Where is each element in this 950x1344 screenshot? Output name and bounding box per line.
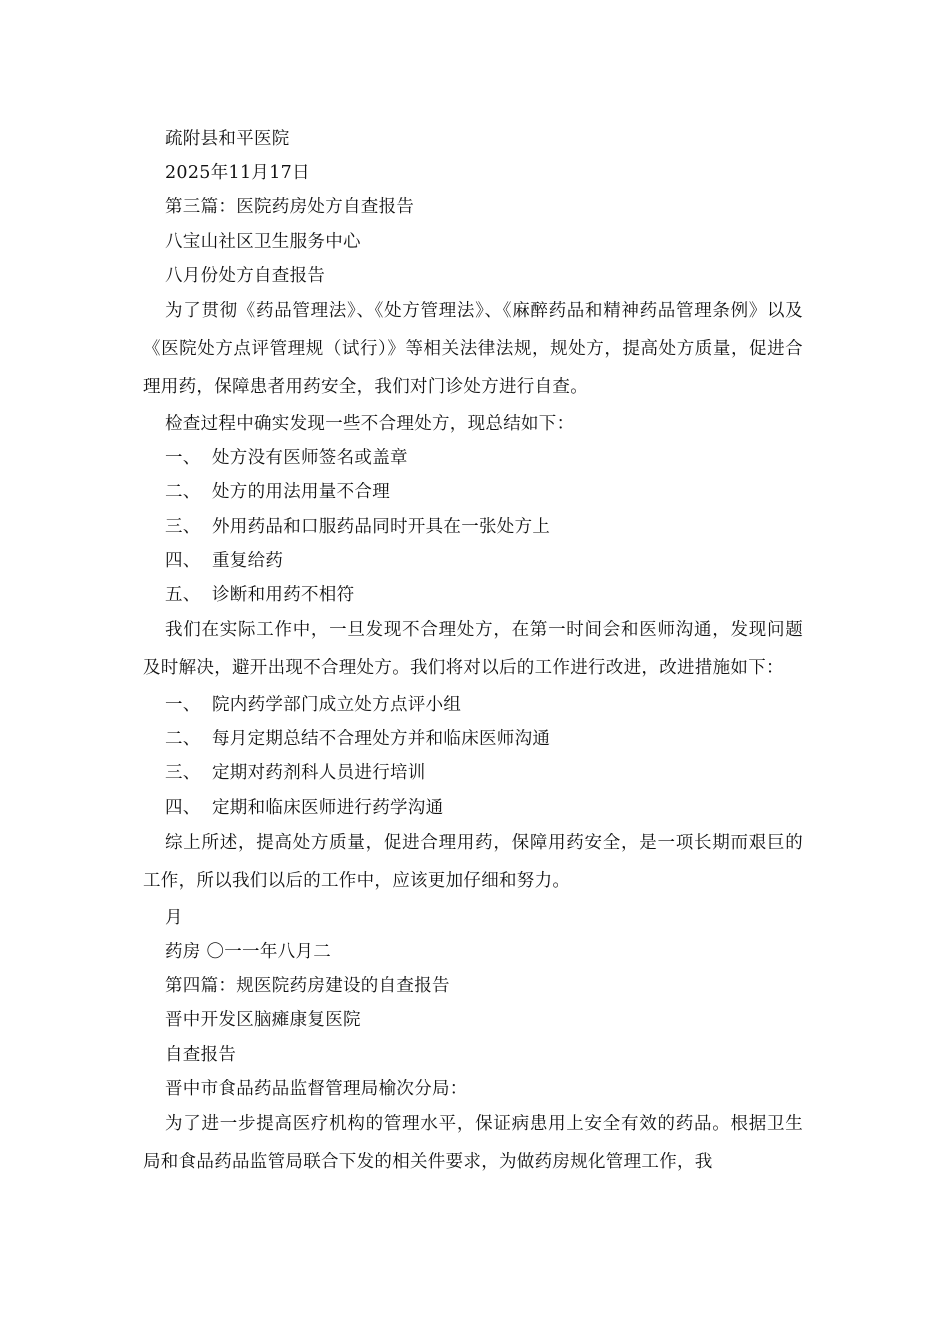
problem-item — [143, 544, 803, 578]
problem-text: 诊断和用药不相符 — [212, 584, 355, 605]
measure-item — [143, 688, 803, 722]
document-page — [143, 122, 803, 1182]
problem-number: 四、 — [165, 550, 201, 571]
measure-item — [143, 791, 803, 825]
action-paragraph: 我们在实际工作中，一旦发现不合理处方，在第一时间会和医师沟通，发现问题及时解决，避开出现不合理处方。我们将对以后的工作进行改进，改进措施如下： — [143, 620, 803, 679]
organization-name: 八宝山社区卫生服务中心 — [165, 231, 361, 252]
measure-text: 定期对药剂科人员进行培训 — [212, 763, 426, 784]
measure-number: 二、 — [165, 729, 201, 750]
problem-text: 外用药品和口服药品同时开具在一张处方上 — [212, 516, 551, 537]
self-check-title: 自查报告 — [165, 1044, 237, 1065]
month-line: 月 — [165, 907, 183, 928]
measure-number: 四、 — [165, 797, 201, 818]
problem-text: 处方的用法用量不合理 — [212, 482, 390, 503]
problem-item — [143, 578, 803, 612]
problem-number: 二、 — [165, 482, 201, 503]
section-title-3: 第三篇：医院药房处方自查报告 — [165, 197, 415, 218]
problem-item — [143, 441, 803, 475]
measure-number: 三、 — [165, 763, 201, 784]
addressee-line: 晋中市食品药品监督管理局榆次分局： — [165, 1078, 468, 1099]
problem-number: 一、 — [165, 448, 201, 469]
measure-number: 一、 — [165, 695, 201, 716]
signature-line: 药房 〇一一年八月二 — [165, 942, 332, 962]
findings-intro: 检查过程中确实发现一些不合理处方，现总结如下： — [165, 413, 575, 434]
measure-item — [143, 756, 803, 790]
section-title-4: 第四篇：规医院药房建设的自查报告 — [165, 976, 450, 997]
problem-text: 处方没有医师签名或盖章 — [212, 448, 408, 469]
problem-item — [143, 510, 803, 544]
measure-text: 每月定期总结不合理处方并和临床医师沟通 — [212, 729, 551, 750]
date-line: 2025年11月17日 — [165, 163, 310, 184]
hospital-name-2: 晋中开发区脑瘫康复医院 — [165, 1010, 361, 1031]
measure-text: 院内药学部门成立处方点评小组 — [212, 695, 462, 716]
summary-paragraph: 综上所述，提高处方质量，促进合理用药，保障用药安全，是一项长期而艰巨的工作，所以我们以后的工作中，应该更加仔细和努力。 — [143, 832, 803, 891]
problem-number: 三、 — [165, 516, 201, 537]
measure-text: 定期和临床医师进行药学沟通 — [212, 797, 444, 818]
problem-number: 五、 — [165, 584, 201, 605]
report-title: 八月份处方自查报告 — [165, 265, 326, 286]
intro-paragraph: 为了贯彻《药品管理法》、《处方管理法》、《麻醉药品和精神药品管理条例》以及《医院处方点评管理规（试行）》等相关法律法规，规处方，提高处方质量，促进合理用药，保障患者用药安全，我们对门诊处方进行自查。 — [143, 300, 803, 397]
hospital-name: 疏附县和平医院 — [165, 129, 290, 149]
closing-paragraph: 为了进一步提高医疗机构的管理水平，保证病患用上安全有效的药品。根据卫生局和食品药品监管局联合下发的相关件要求，为做药房规化管理工作，我 — [143, 1113, 803, 1172]
problem-text: 重复给药 — [212, 550, 284, 571]
problem-item — [143, 475, 803, 509]
measure-item — [143, 722, 803, 756]
